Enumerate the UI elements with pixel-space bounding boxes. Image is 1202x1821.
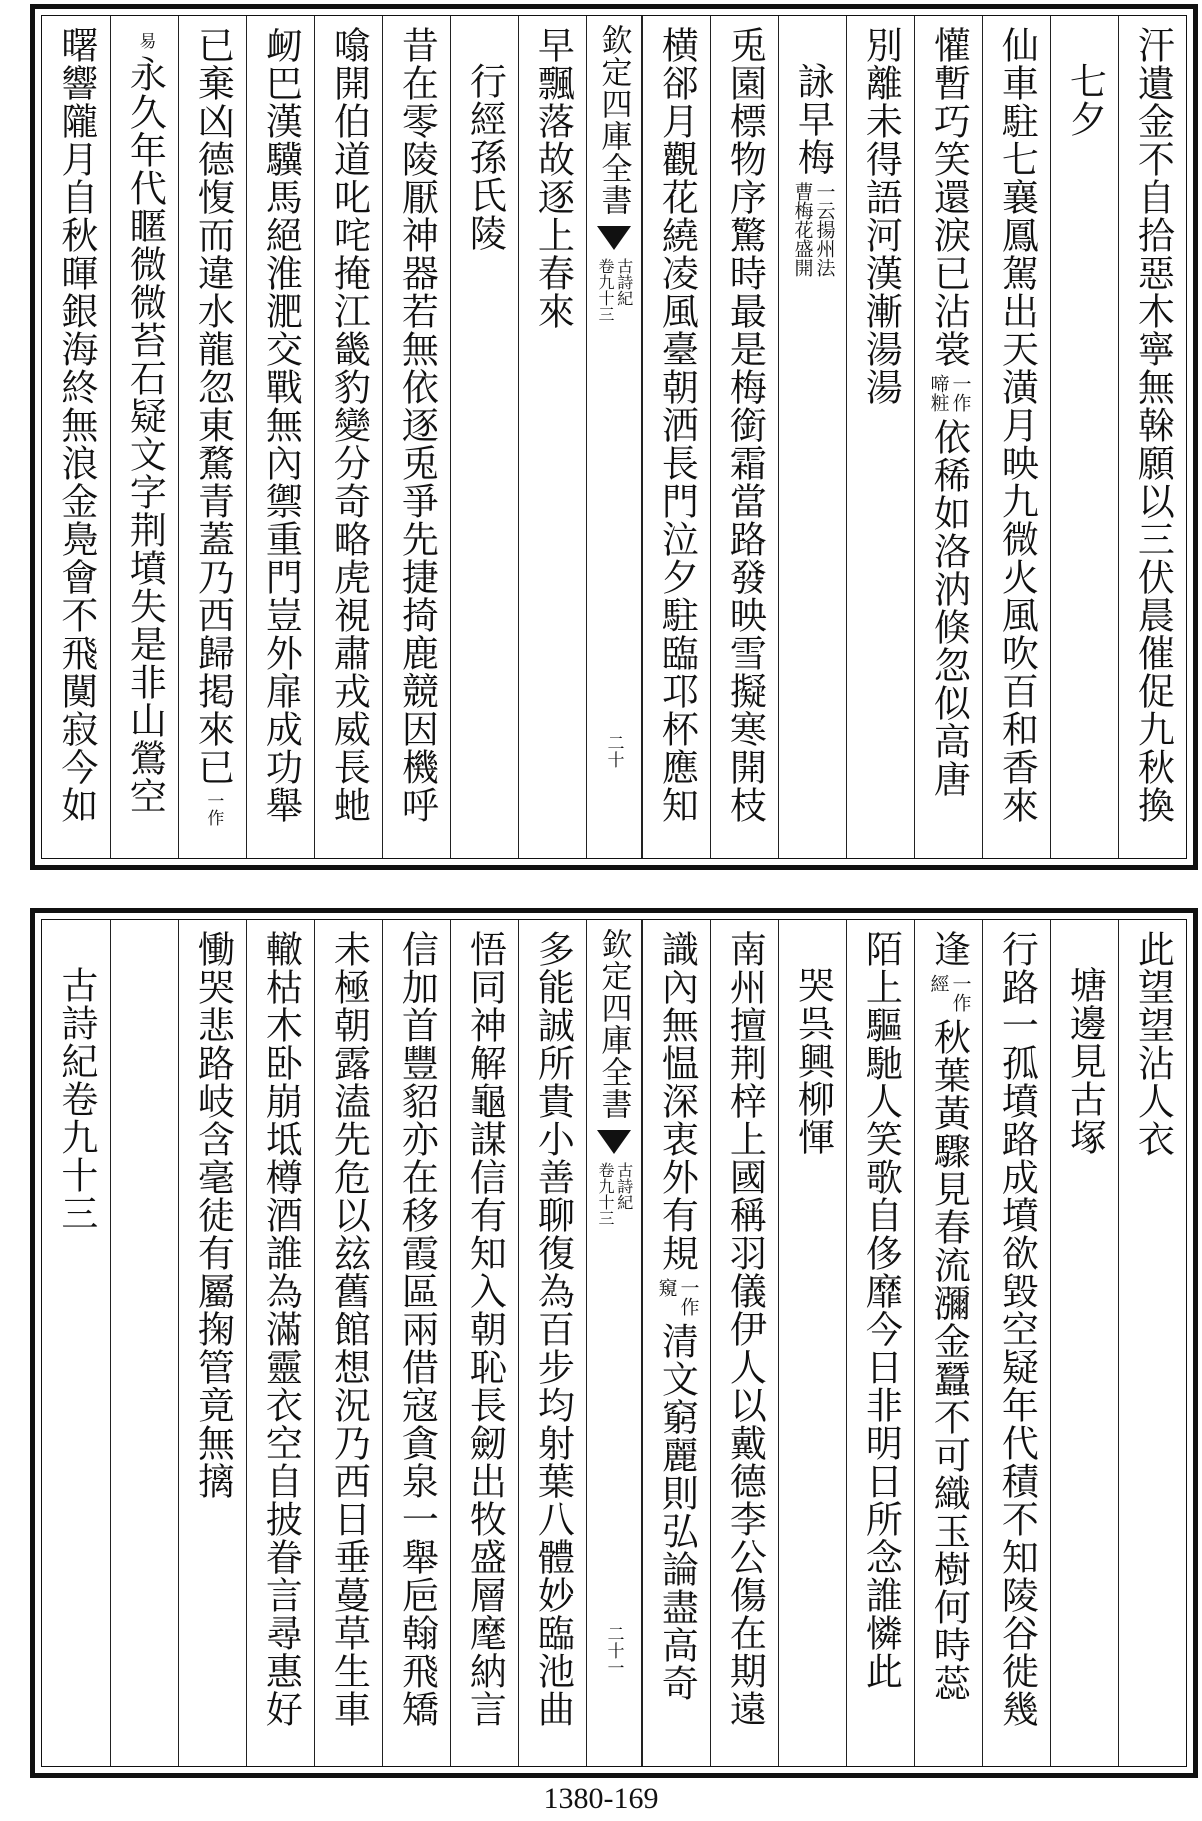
volume-label [596,258,632,322]
poem-text: 曙響隴月自秋暉銀海終無浪金鳧會不飛闃寂今如 [54,26,98,824]
poem-text: 轍枯木卧崩坻樽酒誰為滿靈衣空自披眷言尋惠好 [259,930,303,1728]
volume-label-line: 卷九十三 [596,258,615,322]
text-column [778,920,846,1766]
text-column [1118,16,1186,858]
note-line: 易 [135,32,156,49]
signature-column [586,16,642,858]
poem-title: 詠早梅 [791,62,835,176]
text-column [518,920,586,1766]
volume-label-line: 古詩紀 [614,258,634,306]
poem-title: 七夕 [1063,62,1107,138]
lower-page [30,908,1198,1778]
poem-text: 行路一孤墳路成墳欲毀空疑年代積不知陵谷徙幾 [995,930,1039,1728]
interlinear-note [656,1278,698,1316]
poem-text: 仙車駐七襄鳳駕出天潢月映九微火風吹百和香來 [995,26,1039,824]
text-column [982,16,1050,858]
poem-text: 已棄凶德愎而違水龍忽東騖青蓋乃西歸掲來已 [191,26,235,786]
poem-text: 多能誠所貴小善聊復為百步均射葉八體妙臨池曲 [531,930,575,1728]
note-line: 曹梅花盛開 [791,182,814,277]
volume-label [596,1162,632,1226]
text-column [710,920,778,1766]
interlinear-note [928,974,970,1012]
poem-text: 懽暫巧笑還淚已沾裳 [927,26,971,368]
fish-tail-mark [597,1130,631,1154]
note-line: 窺 [655,1278,678,1297]
poem-text: 依稀如洛汭倏忽似高唐 [927,418,971,798]
leaf-number: 二十 [603,734,624,768]
poem-text: 兎園標物序驚時最是梅銜霜當路發映雪擬寒開枝 [723,26,767,824]
signature-column [586,920,642,1766]
leaf-number: 二十一 [603,1625,624,1676]
text-column [914,16,982,858]
note-line: 經 [927,974,950,993]
poem-text: 衂巴漢驥馬絕淮淝交戰無內禦重門豈外扉成功舉 [259,26,303,824]
text-column [710,16,778,858]
poem-text: 陌上驅馳人笑歌自侈靡今日非明日所念誰憐此 [859,930,903,1690]
note-line: 啼粧 [927,374,950,412]
interlinear-note [136,32,154,49]
text-column [914,920,982,1766]
upper-page [30,4,1198,870]
volume-label-line: 卷九十三 [596,1162,615,1226]
text-column [382,16,450,858]
text-column [846,16,914,858]
text-column [42,16,110,858]
volume-label-line: 古詩紀 [614,1162,634,1210]
text-column [846,920,914,1766]
note-line: 一作 [949,974,972,1012]
text-column [642,920,710,1766]
catalog-page-number: 1380-169 [543,1782,659,1815]
text-column [110,920,178,1766]
poem-text: 識內無愠深衷外有規 [655,930,699,1272]
interlinear-note [792,182,834,277]
poem-text: 早飄落故逐上春來 [531,26,575,330]
upper-page-text-area [41,15,1187,859]
text-column [450,16,518,858]
poem-title: 塘邊見古塚 [1063,966,1107,1156]
text-column [518,16,586,858]
text-column [178,920,246,1766]
text-column [246,920,314,1766]
text-column [642,16,710,858]
poem-title: 哭呉興柳惲 [791,966,835,1156]
text-column [1118,920,1186,1766]
signature-title: 欽定四庫全書 [595,24,632,216]
poem-text: 噏開伯道叱咤掩江畿豹變分奇略虎視肅戎威長虵 [327,26,371,824]
poem-title: 行經孫氏陵 [463,62,507,252]
poem-text: 昔在零陵厭神器若無依逐兎爭先捷掎鹿競因機呼 [395,26,439,824]
text-column [450,920,518,1766]
text-column [982,920,1050,1766]
poem-text: 此望望沾人衣 [1131,930,1175,1158]
poem-text: 未極朝露溘先危以玆舊館想況乃西日垂蔓草生車 [327,930,371,1728]
poem-text: 永久年代䁥微微苔石疑文字荆墳失是非山鶯空 [123,55,167,815]
text-column [1050,16,1118,858]
poem-text: 悟同神解龜謀信有知入朝恥長劒出牧盛層麾納言 [463,930,507,1728]
text-column [314,16,382,858]
poem-text: 逢 [927,930,971,968]
signature-title: 欽定四庫全書 [595,928,632,1120]
text-column [42,920,110,1766]
text-column [778,16,846,858]
poem-text: 汗遺金不自拾惡木寧無榦願以三伏晨催促九秋換 [1131,26,1175,824]
interlinear-note [928,374,970,412]
poem-text: 慟哭悲路岐含毫徒有屬掬管竟無摛 [191,930,235,1500]
text-column [178,16,246,858]
poem-text: 別離未得語河漢漸湯湯 [859,26,903,406]
note-line: 一云揚州法 [813,182,836,277]
poem-text: 秋葉黃驟見春流瀰金蠶不可織玉樹何時蕊 [927,1018,971,1702]
note-line: 一作 [677,1278,700,1316]
text-column [246,16,314,858]
poem-text: 清文窮麗則弘論盡高奇 [655,1322,699,1702]
fish-tail-mark [597,226,631,250]
poem-text: 信加首豐貂亦在移霞區兩借寇貪泉一舉巵翰飛矯 [395,930,439,1728]
poem-text: 南州擅荆梓上國稱羽儀伊人以戴德李公傷在期遠 [723,930,767,1728]
text-column [1050,920,1118,1766]
poem-text: 横郤月觀花繞凌風臺朝洒長門泣夕駐臨邛杯應知 [655,26,699,824]
note-line: 一作 [949,374,972,412]
text-column [314,920,382,1766]
lower-page-text-area [41,919,1187,1767]
poem-title: 古詩紀卷九十三 [54,966,98,1232]
text-column [382,920,450,1766]
interlinear-note [204,792,222,826]
note-line: 一作 [203,792,224,826]
text-column [110,16,178,858]
